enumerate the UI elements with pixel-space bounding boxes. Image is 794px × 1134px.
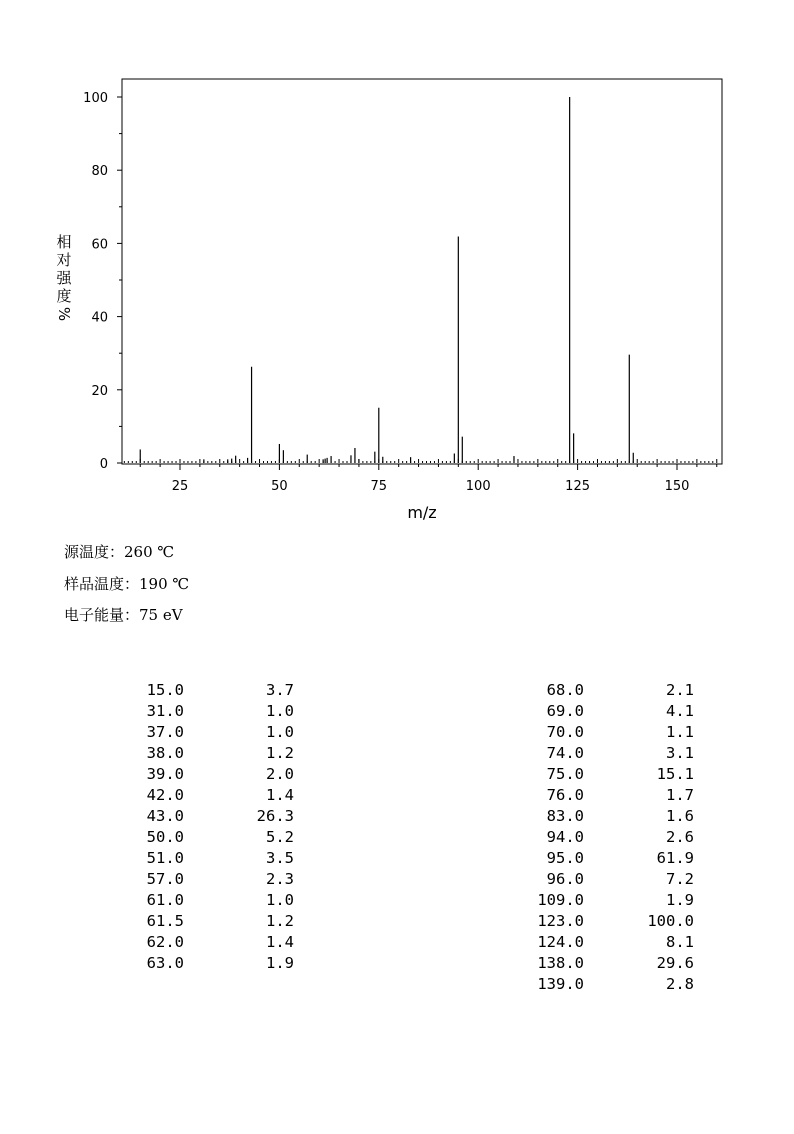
peak-intensity-value: 1.4: [266, 786, 294, 804]
peak-intensity-value: 1.9: [666, 891, 694, 909]
peak-intensity-value: 2.3: [266, 870, 294, 888]
x-axis: [140, 464, 717, 494]
peak-intensity-value: 61.9: [656, 849, 694, 867]
x-tick-label: 25: [171, 479, 189, 494]
y-tick-label: 100: [83, 91, 108, 106]
peak-mz-value: 62.0: [146, 933, 184, 951]
table-row: [495, 869, 705, 890]
peak-intensity-value: 2.8: [666, 975, 694, 993]
y-tick-label: 40: [91, 310, 108, 326]
peak-mz-value: 61.0: [146, 891, 184, 909]
table-row: [96, 764, 306, 785]
peak-mz-value: 50.0: [146, 828, 184, 846]
peak-intensity-value: 7.2: [666, 870, 694, 888]
peak-table-left: [96, 680, 306, 974]
peak-mz-value: 63.0: [146, 954, 184, 972]
peak-intensity-value: 1.4: [266, 933, 294, 951]
peak-intensity-value: 5.2: [266, 828, 294, 846]
table-row: [96, 911, 306, 932]
x-tick-label: 100: [465, 479, 491, 494]
peak-intensity-value: 1.0: [266, 891, 294, 909]
peak-intensity-value: 1.7: [666, 786, 694, 804]
table-row: [96, 827, 306, 848]
peak-mz-value: 31.0: [146, 702, 184, 720]
y-axis: [83, 91, 122, 472]
sample-temperature: 样品温度：190 ℃: [64, 575, 190, 593]
baseline-noise: [124, 459, 716, 463]
x-tick-label: 50: [271, 479, 288, 494]
peak-mz-value: 42.0: [146, 786, 184, 804]
table-row: [495, 848, 705, 869]
x-tick-label: 125: [565, 479, 591, 494]
y-axis-label: [55, 233, 73, 321]
mass-spectrum-chart: [0, 0, 794, 540]
peak-intensity-value: 3.5: [266, 849, 294, 867]
table-row: [495, 743, 705, 764]
table-row: [96, 932, 306, 953]
peak-mz-value: 43.0: [146, 807, 184, 825]
peak-intensity-value: 100.0: [647, 912, 694, 930]
table-row: [495, 932, 705, 953]
peak-mz-value: 94.0: [546, 828, 584, 846]
peak-intensity-value: 1.0: [266, 702, 294, 720]
peak-intensity-value: 3.7: [266, 681, 294, 699]
table-row: [495, 974, 705, 995]
table-row: [96, 785, 306, 806]
peak-mz-value: 83.0: [546, 807, 584, 825]
peak-mz-value: 68.0: [546, 681, 584, 699]
table-row: [96, 890, 306, 911]
peak-mz-value: 57.0: [146, 870, 184, 888]
table-row: [495, 911, 705, 932]
peak-mz-value: 74.0: [546, 744, 584, 762]
y-tick-label: 60: [91, 237, 108, 253]
peak-mz-value: 39.0: [146, 765, 184, 783]
peak-mz-value: 70.0: [546, 723, 584, 741]
y-axis-label-char: %: [55, 306, 73, 322]
peak-mz-value: 95.0: [546, 849, 584, 867]
peak-mz-value: 51.0: [146, 849, 184, 867]
x-tick-label: 75: [370, 479, 388, 494]
peak-mz-value: 37.0: [146, 723, 184, 741]
peak-intensity-value: 1.9: [266, 954, 294, 972]
table-row: [96, 680, 306, 701]
peak-intensity-value: 2.1: [666, 681, 694, 699]
peak-mz-value: 38.0: [146, 744, 184, 762]
table-row: [96, 806, 306, 827]
table-row: [495, 680, 705, 701]
peak-intensity-value: 4.1: [666, 702, 694, 720]
y-axis-label-char: 相: [56, 233, 72, 251]
peak-intensity-value: 1.6: [666, 807, 694, 825]
table-row: [495, 953, 705, 974]
y-tick-label: 20: [91, 383, 108, 399]
x-axis-label: m/z: [407, 503, 437, 522]
peak-mz-value: 15.0: [146, 681, 184, 699]
table-row: [495, 785, 705, 806]
table-row: [495, 722, 705, 743]
peak-table-right: [495, 680, 705, 995]
peak-intensity-value: 1.0: [266, 723, 294, 741]
peak-intensity-value: 15.1: [656, 765, 694, 783]
peak-mz-value: 139.0: [537, 975, 584, 993]
peaks-layer: [140, 97, 633, 463]
peak-intensity-value: 1.2: [266, 912, 294, 930]
table-row: [96, 848, 306, 869]
peak-intensity-value: 26.3: [256, 807, 294, 825]
peak-mz-value: 138.0: [537, 954, 584, 972]
electron-energy: 电子能量：75 eV: [64, 606, 183, 624]
peak-intensity-value: 3.1: [666, 744, 694, 762]
peak-intensity-value: 1.2: [266, 744, 294, 762]
y-axis-label-char: 度: [56, 287, 72, 305]
peak-mz-value: 109.0: [537, 891, 584, 909]
y-axis-label-char: 对: [56, 251, 72, 269]
y-axis-label-char: 强: [56, 269, 72, 287]
peak-intensity-value: 29.6: [656, 954, 694, 972]
peak-mz-value: 124.0: [537, 933, 584, 951]
y-tick-label: 0: [99, 457, 108, 472]
table-row: [96, 743, 306, 764]
table-row: [495, 890, 705, 911]
peak-intensity-value: 8.1: [666, 933, 694, 951]
x-tick-label: 150: [664, 479, 690, 494]
table-row: [96, 701, 306, 722]
peak-intensity-value: 1.1: [666, 723, 694, 741]
table-row: [495, 701, 705, 722]
table-row: [96, 953, 306, 974]
peak-mz-value: 69.0: [546, 702, 584, 720]
peak-mz-value: 76.0: [546, 786, 584, 804]
peak-intensity-value: 2.0: [266, 765, 294, 783]
table-row: [495, 764, 705, 785]
table-row: [96, 869, 306, 890]
y-tick-label: 80: [91, 164, 108, 180]
source-temperature: 源温度：260 ℃: [64, 543, 175, 561]
peak-mz-value: 123.0: [537, 912, 584, 930]
table-row: [495, 806, 705, 827]
peak-mz-value: 75.0: [546, 765, 584, 783]
peak-mz-value: 96.0: [546, 870, 584, 888]
peak-intensity-value: 2.6: [666, 828, 694, 846]
table-row: [495, 827, 705, 848]
peak-mz-value: 61.5: [146, 912, 184, 930]
plot-frame: [122, 79, 722, 464]
table-row: [96, 722, 306, 743]
